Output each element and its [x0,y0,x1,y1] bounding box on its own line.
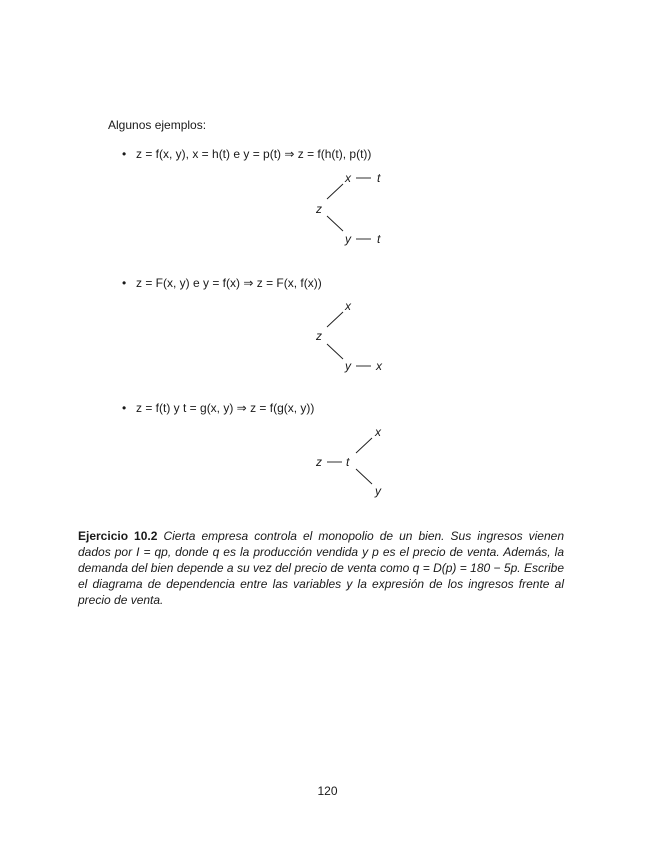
intro-text: Algunos ejemplos: [108,118,207,132]
bullet-marker: • [122,276,127,290]
example-2-formula-text: z = F(x, y) e y = f(x) ⇒ z = F(x, f(x)) [136,276,322,290]
dependency-tree-2 [315,299,383,373]
exercise-body: Cierta empresa controla el monopolio de un bien. Sus ingresos vienen dados por I = qp, donde q es la producción vendida y p es el precio de venta. Además, la demanda del bien depende a su vez del precio de venta como q = D(p) = 180 − 5p. Escribe el diagrama de dependencia entre las variables y la expresión de los ingresos frente al precio de venta. [78,529,565,607]
tree2-root: z [316,329,322,343]
exercise-block [78,528,564,608]
tree1-root: z [316,202,322,216]
bullet-marker: • [122,147,127,161]
tree1-edge-up [327,184,343,199]
tree1-bottom-child: t [377,232,381,246]
tree3-edge-down [356,469,372,484]
tree3-middle-node: t [346,455,350,469]
tree2-edge-down [327,344,343,359]
tree1-bottom-node: y [345,232,351,246]
exercise-title: Ejercicio 10.2 [78,529,158,543]
dependency-tree-1 [315,171,381,246]
tree3-root: z [316,455,322,469]
example-1-formula-text: z = f(x, y), x = h(t) e y = p(t) ⇒ z = f(h(t), p(t)) [136,147,372,161]
tree1-top-node: x [345,171,351,185]
tree1-edge-down [327,216,343,231]
bullet-marker: • [122,401,127,415]
tree2-bottom-node: y [345,359,351,373]
tree2-edge-up [327,312,343,327]
tree2-top-node: x [345,299,351,313]
page-number: 120 [317,784,338,798]
example-3-formula-text: z = f(t) y t = g(x, y) ⇒ z = f(g(x, y)) [136,401,315,415]
tree3-bottom-child: y [375,484,381,498]
tree3-edge-up [356,438,372,453]
tree3-top-child: x [375,425,381,439]
tree2-bottom-child: x [376,359,382,373]
dependency-tree-3 [315,425,382,498]
tree1-top-child: t [377,171,381,185]
